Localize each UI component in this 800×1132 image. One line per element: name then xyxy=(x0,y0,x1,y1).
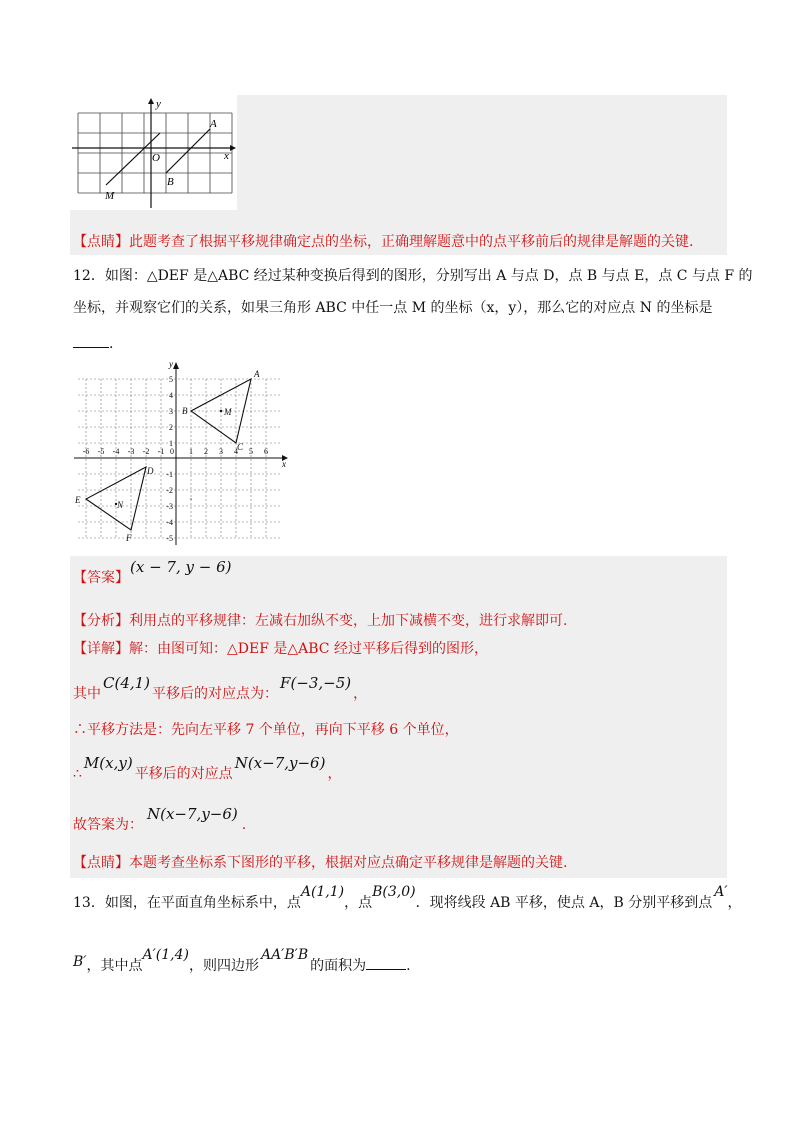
fig1-label-a: A xyxy=(210,118,217,130)
detail-l5-end: . xyxy=(241,817,247,833)
q13-point-b-prime: B′ xyxy=(73,954,87,970)
detail-l5-prefix: 故答案为： xyxy=(73,817,143,833)
detail-l5-point-n: N(x−7,y−6) xyxy=(147,805,238,823)
fig2-ytick: -2 xyxy=(166,486,173,495)
answer-line xyxy=(73,568,129,588)
fig2-label-c: C xyxy=(237,442,244,452)
fig2-xtick: 5 xyxy=(249,447,253,456)
q12-line-2: 坐标，并观察它们的关系，如果三角形 ABC 中任一点 M 的坐标（x，y），那么它的对应点 N 的坐标是 xyxy=(73,300,713,316)
fig2-ytick: -4 xyxy=(166,518,173,527)
figure-2-coordinate-grid xyxy=(70,357,295,547)
fig2-xtick: -5 xyxy=(97,447,105,456)
fig2-ytick: 4 xyxy=(169,391,173,400)
fig2-label-e: E xyxy=(75,495,81,505)
fig2-xtick: 0 xyxy=(170,447,174,456)
q13-line-2 xyxy=(73,947,411,976)
detail-l2-end: ， xyxy=(353,686,368,702)
fig2-xtick: 6 xyxy=(264,447,268,456)
fig2-label-d: D xyxy=(147,466,154,476)
tip-2-text: 本题考查坐标系下图形的平移，根据对应点确定平移规律是解题的关键. xyxy=(129,855,568,871)
analysis-text: 利用点的平移规律：左减右加纵不变，上加下减横不变，进行求解即可. xyxy=(129,613,568,629)
fig1-label-o: O xyxy=(152,152,160,164)
q13-end: . xyxy=(406,958,411,974)
fig2-label-a: A xyxy=(254,369,260,379)
detail-l2-mid: 平移后的对应点为： xyxy=(152,686,279,702)
analysis-line xyxy=(73,611,567,631)
detail-l4-mid: 平移后的对应点 xyxy=(134,766,233,782)
q13-point-b: B(3,0) xyxy=(372,884,416,900)
q12-line-1: 12．如图：△DEF 是△ABC 经过某种变换后得到的图形，分别写出 A 与点 D，点 B 与点 E，点 C 与点 F 的 xyxy=(73,268,753,284)
fig2-ytick: 3 xyxy=(169,407,173,416)
q12-line-3-end: . xyxy=(109,336,114,352)
tip-1-tag: 【点睛】 xyxy=(73,234,129,250)
q12-answer-blank xyxy=(73,333,109,348)
analysis-tag: 【分析】 xyxy=(73,613,129,629)
fig2-xtick: -1 xyxy=(157,447,165,456)
answer-tag: 【答案】 xyxy=(73,570,129,586)
detail-line-2 xyxy=(73,674,368,704)
detail-line-1 xyxy=(73,639,488,659)
fig2-ytick: -1 xyxy=(166,470,173,479)
q13-answer-blank xyxy=(366,955,406,970)
detail-line-4 xyxy=(73,754,342,784)
q13-g: ，则四边形 xyxy=(188,958,259,974)
tip-1-text: 此题考查了根据平移规律确定点的坐标，正确理解题意中的点平移前后的规律是解题的关键. xyxy=(129,234,694,250)
fig2-xtick: -4 xyxy=(112,447,120,456)
fig2-label-b: B xyxy=(182,406,188,416)
shaded-block-top xyxy=(237,95,727,255)
fig1-label-x: x xyxy=(224,150,229,162)
q13-d: ， xyxy=(727,895,742,911)
q13-point-a-prime-coords: A′(1,4) xyxy=(142,947,189,963)
fig2-label-f: F xyxy=(126,533,132,543)
fig2-xtick: -3 xyxy=(127,447,135,456)
fig2-ytick: -3 xyxy=(166,502,173,511)
q13-c: ．现将线段 AB 平移，使点 A，B 分别平移到点 xyxy=(415,895,713,911)
fig2-xtick: 4 xyxy=(234,447,238,456)
q13-point-a: A(1,1) xyxy=(300,884,345,900)
q13-h: 的面积为 xyxy=(310,958,367,974)
q13-a: 13．如图，在平面直角坐标系中，点 xyxy=(73,895,301,911)
detail-l4-point-m: M(x,y) xyxy=(83,754,133,772)
detail-line-5 xyxy=(73,805,247,835)
tip-2 xyxy=(73,853,567,873)
detail-l2-prefix: 其中 xyxy=(73,686,101,702)
fig1-label-m: M xyxy=(105,190,115,202)
q13-point-a-prime: A′ xyxy=(714,884,728,900)
figure-1-grid xyxy=(70,95,237,210)
fig2-label-x: x xyxy=(282,459,286,469)
tip-1 xyxy=(73,232,693,252)
fig1-label-b: B xyxy=(167,176,174,188)
detail-l4-therefore: ∴ xyxy=(73,766,82,782)
detail-line-3: ∴平移方法是：先向左平移 7 个单位，再向下平移 6 个单位， xyxy=(73,722,459,738)
q13-line-1 xyxy=(73,884,742,913)
detail-text: 解：由图可知：△DEF 是△ABC 经过平移后得到的图形， xyxy=(129,641,488,657)
fig2-xtick: -2 xyxy=(142,447,150,456)
fig2-ytick: -5 xyxy=(166,534,173,543)
fig2-xtick: 3 xyxy=(219,447,223,456)
fig1-label-y: y xyxy=(156,98,161,110)
q12-line-3 xyxy=(73,333,113,354)
detail-l2-point-f: F(−3,−5) xyxy=(280,674,352,692)
fig2-ytick: 2 xyxy=(169,423,173,432)
q13-f: ，其中点 xyxy=(86,958,143,974)
fig2-label-m: M xyxy=(224,407,232,417)
detail-l2-point-c: C(4,1) xyxy=(103,674,151,692)
detail-l4-end: ， xyxy=(327,766,342,782)
fig2-xtick: -6 xyxy=(82,447,90,456)
q13-quadrilateral: AA′B′B xyxy=(260,947,309,963)
fig2-ytick: 5 xyxy=(169,375,173,384)
fig2-label-y: y xyxy=(169,359,173,369)
fig2-label-n: N xyxy=(117,500,124,510)
answer-expression: (x − 7, y − 6) xyxy=(130,558,232,576)
q13-b: ，点 xyxy=(344,895,373,911)
fig2-xtick: 2 xyxy=(204,447,208,456)
fig2-ytick: 1 xyxy=(169,439,173,448)
detail-tag: 【详解】 xyxy=(73,641,129,657)
fig2-xtick: 1 xyxy=(189,447,193,456)
detail-l4-point-n: N(x−7,y−6) xyxy=(234,754,326,772)
tip-2-tag: 【点睛】 xyxy=(73,855,129,871)
